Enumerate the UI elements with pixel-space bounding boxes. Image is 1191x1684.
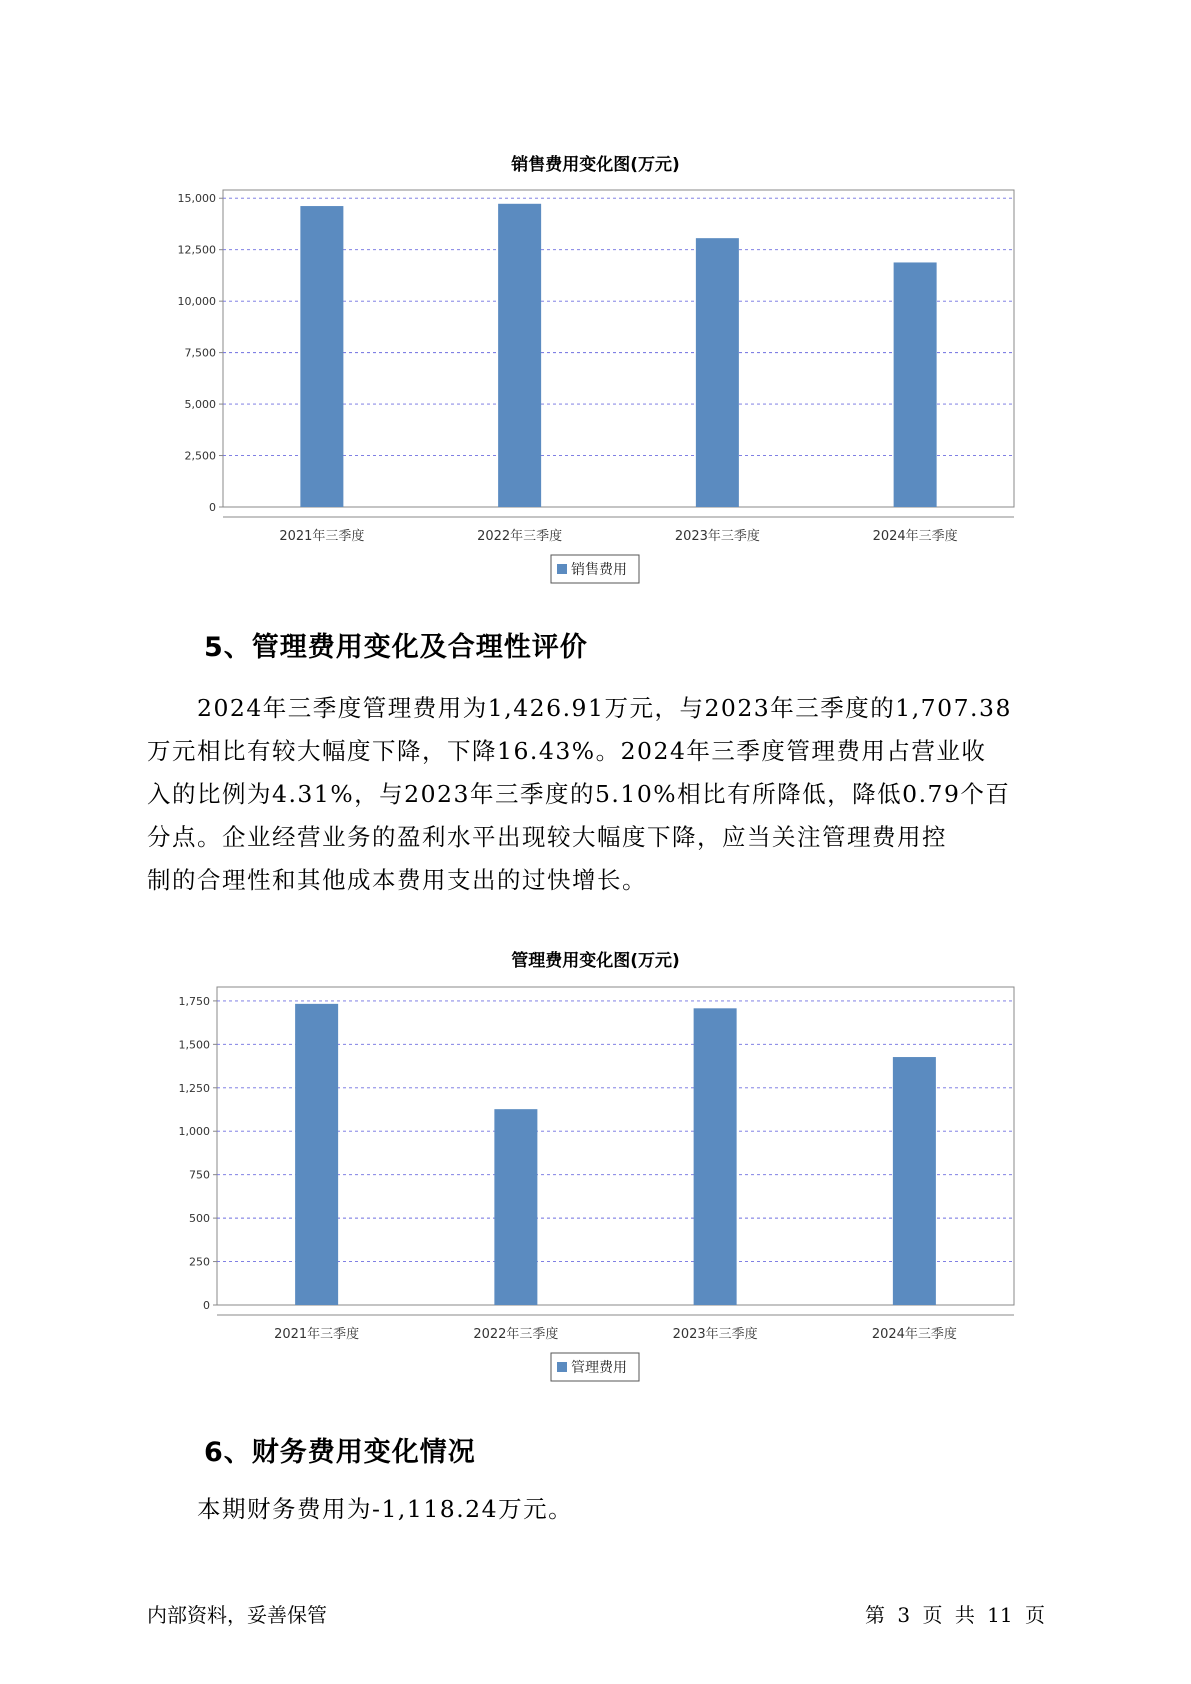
- bar: [295, 1004, 338, 1305]
- bar: [894, 262, 937, 507]
- y-tick-label: 250: [189, 1255, 210, 1269]
- paragraph-line: 2024年三季度管理费用为1,426.91万元，与2023年三季度的1,707.38: [197, 694, 1012, 722]
- legend-swatch: [557, 564, 567, 574]
- x-tick-label: 2021年三季度: [274, 1327, 360, 1342]
- section6-heading: 6、财务费用变化情况: [204, 1437, 476, 1468]
- x-tick-label: 2023年三季度: [674, 529, 760, 544]
- y-tick-label: 15,000: [177, 192, 216, 206]
- y-tick-label: 1,750: [178, 994, 210, 1008]
- x-tick-label: 2022年三季度: [477, 529, 563, 544]
- x-tick-label: 2021年三季度: [279, 529, 365, 544]
- sales-expense-chart-title: 销售费用变化图(万元): [511, 155, 680, 175]
- sales-expense-chart: [0, 175, 1191, 595]
- legend-label: 销售费用: [571, 562, 627, 578]
- y-tick-label: 750: [189, 1168, 210, 1182]
- admin-expense-chart-title: 管理费用变化图(万元): [511, 951, 680, 971]
- bar: [696, 238, 739, 507]
- y-tick-label: 0: [203, 1299, 210, 1312]
- paragraph-line: 制的合理性和其他成本费用支出的过快增长。: [147, 866, 647, 894]
- paragraph-line: 本期财务费用为-1,118.24万元。: [197, 1495, 574, 1523]
- y-tick-label: 10,000: [177, 295, 216, 309]
- footer-confidential-note: 内部资料，妥善保管: [147, 1603, 327, 1627]
- paragraph-line: 分点。企业经营业务的盈利水平出现较大幅度下降，应当关注管理费用控: [147, 823, 947, 851]
- legend-label: 管理费用: [571, 1360, 627, 1376]
- section5-paragraph: [147, 687, 1047, 902]
- y-tick-label: 500: [189, 1212, 210, 1226]
- y-tick-label: 1,000: [178, 1125, 210, 1139]
- legend-swatch: [557, 1362, 567, 1372]
- bar: [893, 1057, 936, 1305]
- bar: [494, 1109, 537, 1305]
- y-tick-label: 5,000: [184, 398, 216, 412]
- y-tick-label: 2,500: [184, 449, 216, 463]
- section5-heading: 5、管理费用变化及合理性评价: [204, 632, 588, 663]
- paragraph-line: 万元相比有较大幅度下降，下降16.43%。2024年三季度管理费用占营业收: [147, 737, 987, 765]
- x-tick-label: 2024年三季度: [872, 529, 958, 544]
- bar: [694, 1008, 737, 1305]
- paragraph-line: 入的比例为4.31%，与2023年三季度的5.10%相比有所降低，降低0.79个百: [147, 780, 1011, 808]
- y-tick-label: 7,500: [184, 346, 216, 360]
- bar: [498, 204, 541, 507]
- y-tick-label: 1,500: [178, 1038, 210, 1052]
- y-tick-label: 0: [209, 501, 216, 514]
- x-tick-label: 2022年三季度: [473, 1327, 559, 1342]
- y-tick-label: 12,500: [177, 243, 216, 257]
- admin-expense-chart: [0, 970, 1191, 1390]
- footer-page-number: 第 3 页 共 11 页: [865, 1603, 1045, 1627]
- section6-paragraph: [147, 1488, 1047, 1531]
- x-tick-label: 2023年三季度: [672, 1327, 758, 1342]
- y-tick-label: 1,250: [178, 1081, 210, 1095]
- bar: [300, 206, 343, 507]
- x-tick-label: 2024年三季度: [871, 1327, 957, 1342]
